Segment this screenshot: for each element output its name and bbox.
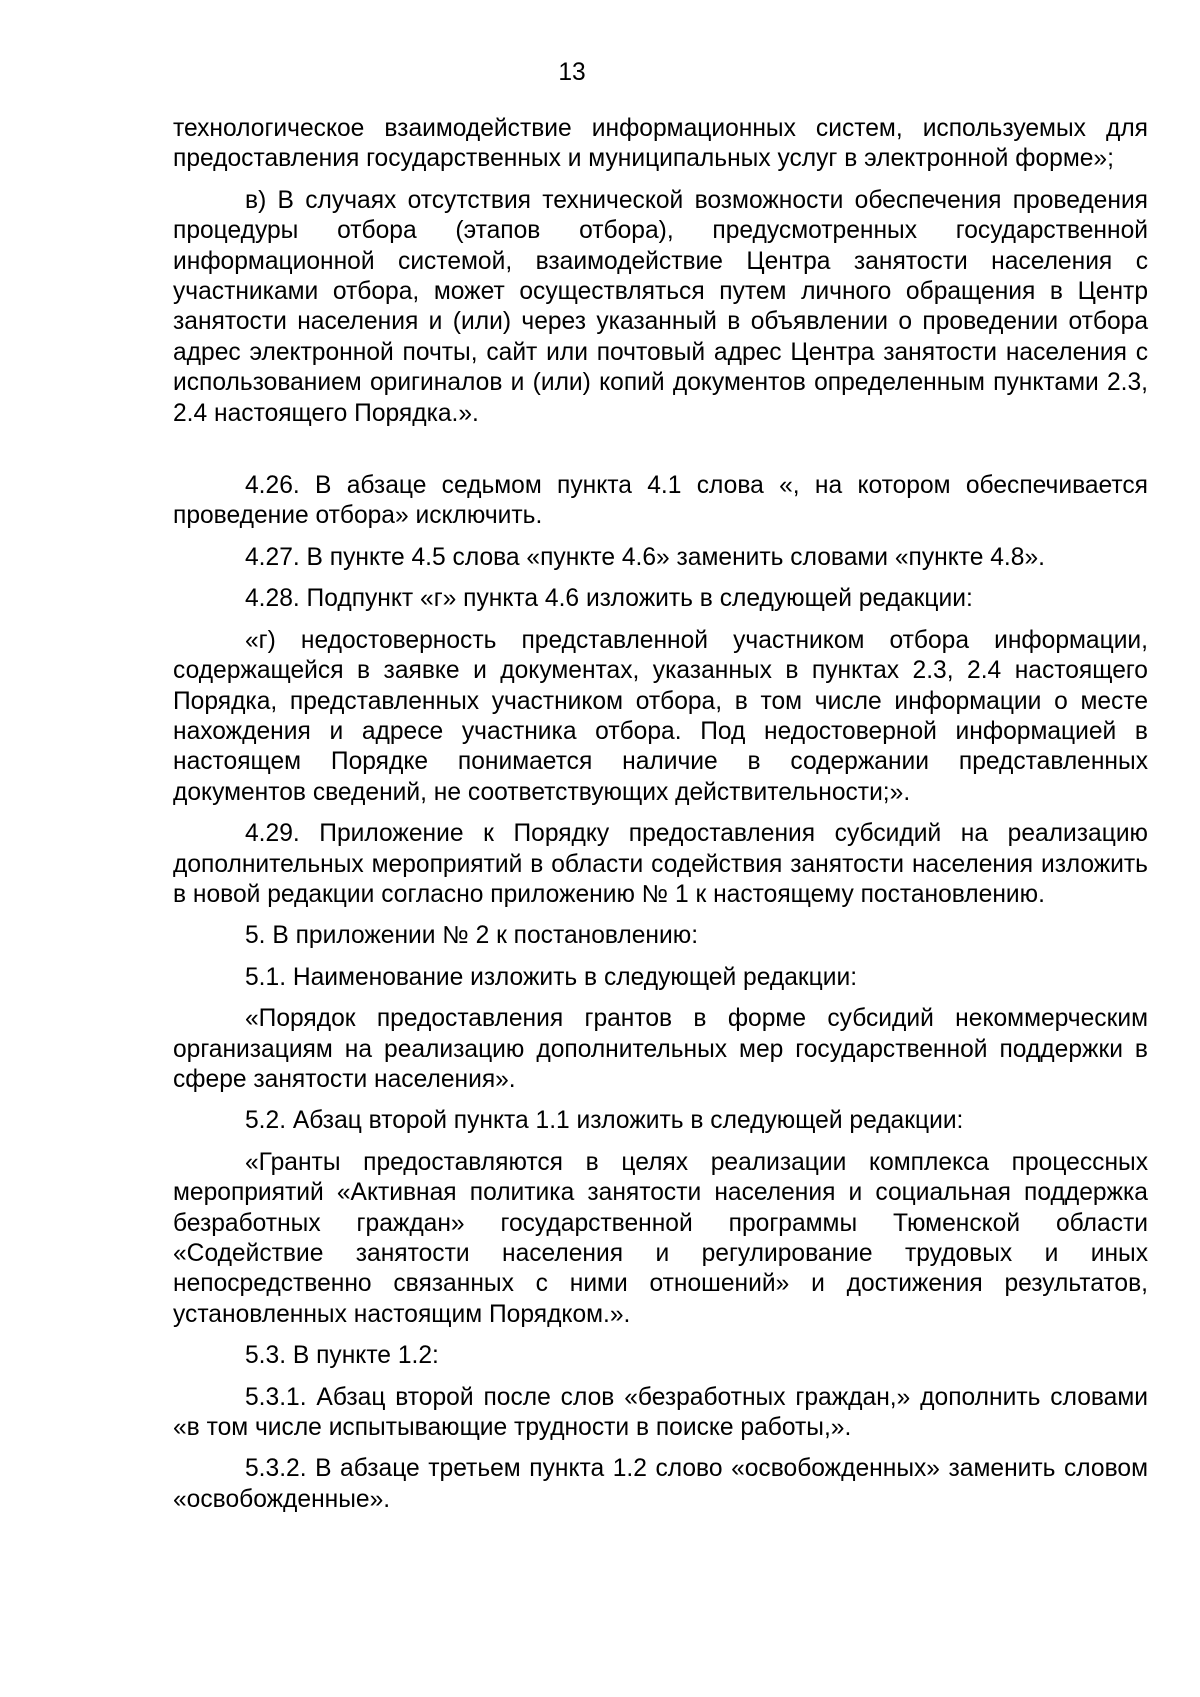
paragraph-4-29: 4.29. Приложение к Порядку предоставления субсидий на реализацию дополнительных мероприятий в области содействия занятости населения изложить в новой редакции согласно приложению № 1 к настоящему постановлению. (173, 820, 1148, 908)
paragraph-5-3-1: 5.3.1. Абзац второй после слов «безработных граждан,» дополнить словами «в том числе испытывающие трудности в поиске работы,». (173, 1383, 1148, 1442)
paragraph-4-26: 4.26. В абзаце седьмом пункта 4.1 слова «, на котором обеспечивается проведение отбора» исключить. (173, 472, 1148, 530)
paragraph-4-28: 4.28. Подпункт «г» пункта 4.6 изложить в следующей редакции: (245, 585, 973, 613)
paragraph-quote-order-title: «Порядок предоставления грантов в форме субсидий некоммерческим организациям на реализацию дополнительных мер государственной поддержки в сфере занятости населения». (173, 1005, 1148, 1093)
paragraph-5: 5. В приложении № 2 к постановлению: (245, 922, 699, 950)
paragraph-quote-grants: «Гранты предоставляются в целях реализации комплекса процессных мероприятий «Активная политика занятости населения и социальная поддержка безработных граждан» государственной программы Тюменской области «Содействие занятости населения и регулирование трудовых и иных непосредственно связанных с ними отношений» и достижения результатов, установленных настоящим Порядком.». (173, 1148, 1148, 1328)
paragraph-5-3: 5.3. В пункте 1.2: (245, 1342, 439, 1370)
paragraph-4-27: 4.27. В пункте 4.5 слова «пункте 4.6» заменить словами «пункте 4.8». (245, 543, 1045, 571)
paragraph-continuation: технологическое взаимодействие информационных систем, используемых для предоставления государственных и муниципальных услуг в электронной форме»; (173, 115, 1148, 173)
document-body (173, 114, 1148, 1526)
paragraph-5-2: 5.2. Абзац второй пункта 1.1 изложить в следующей редакции: (245, 1107, 964, 1135)
paragraph-item-v: в) В случаях отсутствия технической возможности обеспечения проведения процедуры отбора (этапов отбора), предусмотренных государственной информационной системой, взаимодействие Центра занятости населения с участниками отбора, может осуществляться путем личного обращения в Центр занятости населения и (или) через указанный в объявлении о проведении отбора адрес электронной почты, сайт или почтовый адрес Центра занятости населения с использованием оригиналов и (или) копий документов определенным пунктами 2.3, 2.4 настоящего Порядка.». (173, 186, 1148, 427)
paragraph-5-3-2: 5.3.2. В абзаце третьем пункта 1.2 слово «освобожденных» заменить словом «освобожденные». (173, 1455, 1148, 1513)
paragraph-quote-g: «г) недостоверность представленной участником отбора информации, содержащейся в заявке и документах, указанных в пунктах 2.3, 2.4 настоящего Порядка, представленных участником отбора, в том числе информации о месте нахождения и адресе участника отбора. Под недостоверной информацией в настоящем Порядке понимается наличие в содержании представленных документов сведений, не соответствующих действительности;». (173, 626, 1148, 806)
paragraph-5-1: 5.1. Наименование изложить в следующей редакции: (245, 963, 858, 991)
page-number: 13 (558, 59, 586, 86)
